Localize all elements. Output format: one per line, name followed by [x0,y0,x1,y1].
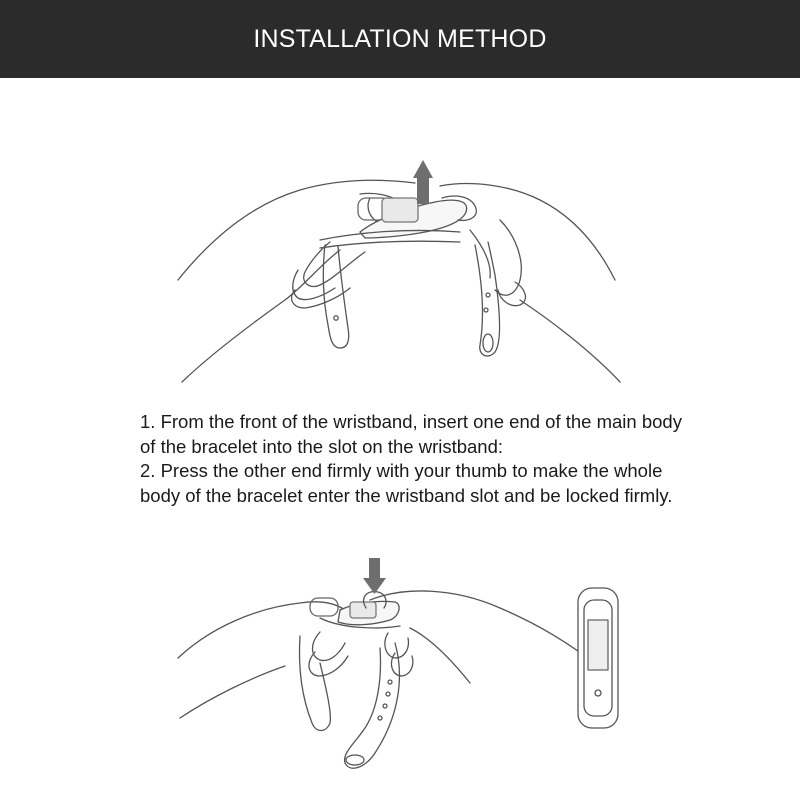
illustration-insert-step [170,150,630,395]
arrow-up-icon [413,160,433,204]
step1-line2: of the bracelet into the slot on the wristband: [140,435,504,457]
arrow-down-icon [363,558,386,594]
step2-line2: body of the bracelet enter the wristband slot and be locked firmly. [140,484,673,506]
page-header [0,0,800,78]
step1-line1: 1. From the front of the wristband, insert one end of the main body [140,411,682,432]
assembled-bracelet-icon [578,588,618,728]
page-title: INSTALLATION METHOD [253,24,547,53]
illustration-press-step [170,548,630,798]
step2-line1: 2. Press the other end firmly with your thumb to make the whole [140,460,663,481]
instructions-text [140,410,760,508]
